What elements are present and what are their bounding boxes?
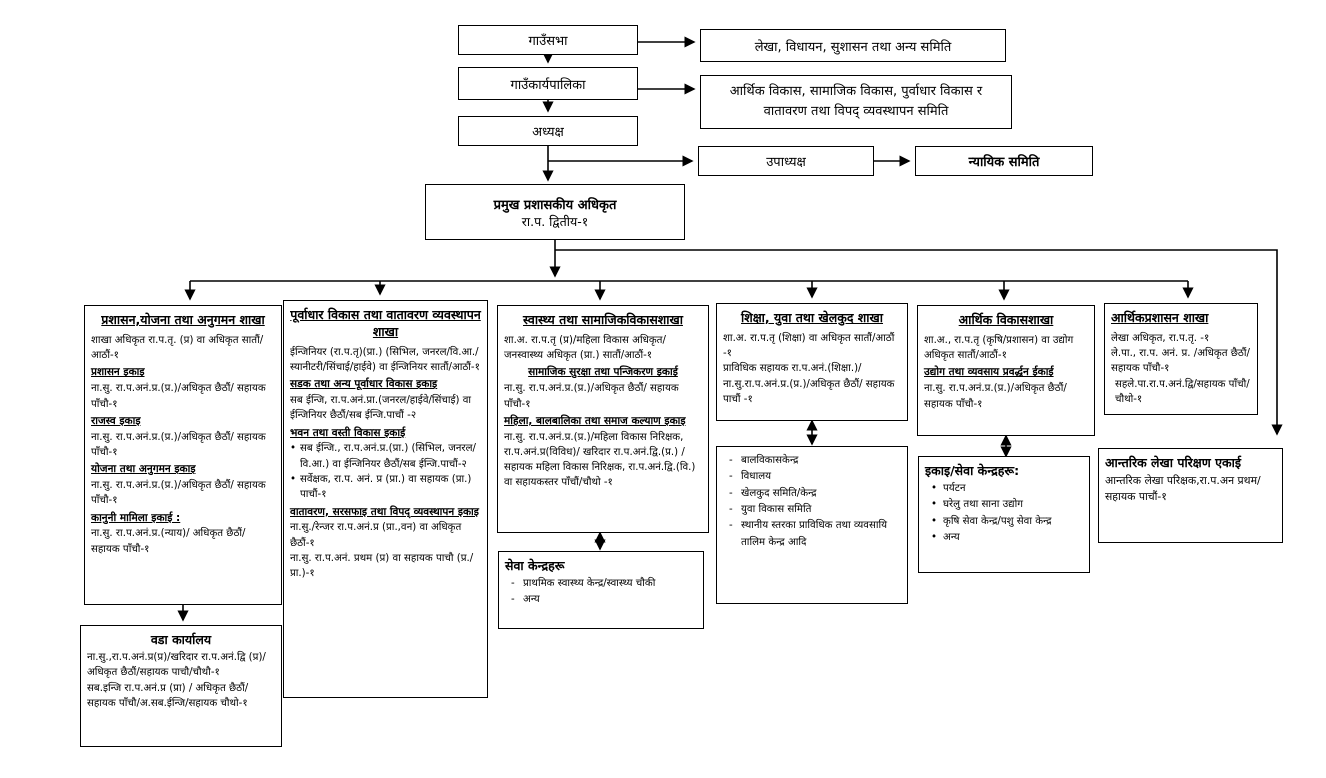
admin-branch-intro: शाखा अधिकृत रा.प.तृ. (प्र) वा अधिकृत सातौं/आठौं-१	[91, 334, 264, 362]
box-upadhyaksha	[698, 146, 874, 176]
box-admin-branch	[84, 305, 282, 605]
plan-monitor-unit-heading: योजना तथा अनुगमन इकाइ	[91, 463, 196, 476]
bikas-samiti-line1: आर्थिक विकास, सामाजिक विकास, पुर्वाधार विकास र	[729, 83, 983, 99]
admin-branch-title: प्रशासन,योजना तथा अनुगमन शाखा	[101, 312, 265, 327]
service-centres-title: सेवा केन्द्रहरू	[505, 558, 565, 573]
admin-unit-staff: ना.सु. रा.प.अनं.प्र.(प्र.)/अधिकृत छैठौं/ सहायक पाँचौ-१	[91, 383, 266, 410]
education-branch-staff-1: शा.अ. रा.प.तृ (शिक्षा) वा अधिकृत सातौं/आठौं -१	[723, 332, 895, 360]
environment-unit-staff-1: ना.सु./रेन्जर रा.प.अनं.प्र (प्रा.,वन) वा अधिकृत छैठौं-१	[290, 522, 462, 549]
road-unit-heading: सडक तथा अन्य पूर्वाधार विकास इकाइ	[290, 378, 438, 391]
internal-audit-title: आन्तरिक लेखा परिक्षण एकाई	[1105, 455, 1242, 470]
box-education-branch	[716, 303, 908, 421]
unit-service-centres-list	[925, 481, 1083, 546]
service-centres-list	[505, 576, 697, 609]
admin-unit-heading: प्रशासन इकाइ	[91, 366, 145, 379]
ward-office-title: वडा कार्यालय	[150, 632, 212, 647]
building-unit-staff-2: • सर्वेक्षक, रा.प. अनं. प्र (प्रा.) वा सहायक (प्रा.) पाचौं-१	[290, 472, 481, 503]
gausabha-label: गाउँसभा	[528, 34, 568, 49]
finance-admin-staff-2: ले.पा., रा.प. अनं. प्र. /अधिकृत छैठौं/ सहायक पाँचौ-१	[1111, 348, 1250, 375]
education-branch-staff-2: प्राविधिक सहायक रा.प.अनं.(शिक्षा.)/ ना.सु.रा.प.अनं.प्र.(प्र.)/अधिकृत छैठौं/ सहायक पाचौं -१	[723, 363, 895, 406]
list-item: - बालविकासकेन्द्र	[729, 453, 901, 469]
revenue-unit-staff: ना.सु. रा.प.अनं.प्र.(प्र.)/अधिकृत छैठौं/ सहायक पाँचौ-१	[91, 431, 266, 458]
box-ward-office	[80, 625, 282, 747]
box-economic-branch	[917, 305, 1095, 436]
women-children-unit-heading: महिला, बालबालिका तथा समाज कल्याण इकाइ	[504, 414, 686, 427]
box-gausabha	[458, 25, 638, 55]
building-unit-staff-1: • सब ईन्जि., रा.प.अनं.प्र.(प्रा.) (सिभिल, जनरल/वि.आ.) वा ईन्जिनियर छैठौं/सब ईन्जि.पाचौं-२	[290, 441, 481, 472]
box-karyapalika	[458, 67, 638, 100]
economic-branch-title: आर्थिक विकासशाखा	[958, 312, 1054, 327]
infra-branch-intro: ईन्जिनियर (रा.प.तृ)(प्रा.) (सिभिल, जनरल/वि.आ./स्यानीटरी/सिंचाई/हाईवे) वा ईन्जिनियर सातौं/आठौं-१	[290, 346, 480, 374]
box-nyayik-samiti	[915, 146, 1093, 176]
ward-office-staff-1: ना.सु.,रा.प.अनं.प्र(प्र)/खरिदार रा.प.अनं.द्वि (प्र)/अधिकृत छैठौं/सहायक पाचौ/चौथौ-१	[87, 652, 266, 679]
adhyaksha-label: अध्यक्ष	[532, 125, 564, 140]
cao-grade: रा.प. द्वितीय-१	[521, 213, 589, 229]
health-branch-intro: शा.अ. रा.प.तृ (प्र)/महिला विकास अधिकृत/ जनस्वास्थ्य अधिकृत (प्रा.) सातौं/आठौं-१	[504, 334, 666, 362]
box-health-branch	[497, 305, 709, 533]
ward-office-staff-2: सब.इन्जि रा.प.अनं.प्र (प्रा) / अधिकृत छैठौं/ सहायक पाँचौ/अ.सब.ईन्जि/सहायक चौथो-१	[87, 682, 249, 709]
infra-branch-title: पूर्वाधार विकास तथा वातावरण व्यवस्थापन शाखा	[290, 307, 481, 339]
cao-title: प्रमुख प्रशासकीय अधिकृत	[493, 197, 617, 213]
finance-admin-staff-3: सहले.पा.रा.प.अनं.द्वि/सहायक पाँचौ/चौथो-१	[1115, 378, 1250, 406]
revenue-unit-heading: राजस्व इकाइ	[91, 414, 141, 427]
list-item: - खेलकुद समिति/केन्द्र	[729, 486, 901, 502]
box-education-centres	[716, 446, 908, 604]
education-branch-title: शिक्षा, युवा तथा खेलकुद शाखा	[740, 310, 884, 325]
box-finance-admin-branch	[1104, 303, 1258, 415]
social-security-unit-heading: सामाजिक सुरक्षा तथा पन्जिकरण इकाई	[528, 366, 678, 379]
building-unit-heading: भवन तथा वस्ती विकास इकाई	[290, 426, 406, 439]
nyayik-samiti-label: न्यायिक समिति	[968, 155, 1040, 170]
legal-unit-heading: कानुनी मामिला इकाई :	[91, 511, 181, 524]
industry-unit-heading: उद्योग तथा व्यवसाय प्रवर्द्धन ईकाई	[924, 366, 1054, 379]
box-lekha-samiti	[700, 29, 1006, 62]
legal-unit-staff: ना.सु. रा.प.अनं.प्र.(न्याय)/ अधिकृत छैठौं/ सहायक पाँचौ-१	[91, 528, 246, 555]
health-branch-title: स्वास्थ्य तथा सामाजिकविकासशाखा	[523, 312, 683, 327]
women-children-unit-staff: ना.सु. रा.प.अनं.प्र.(प्र.)/महिला विकास निरिक्षक, रा.प.अनं.प्र(विविध)/ खरिदार रा.प.अनं.द्वि.(प्र.) /सहायक महिला विकास निरिक्षक, रा.प.अनं.द्वि.(वि.) वा सहायकस्तर पाँचौं/चौथो -१	[504, 431, 696, 489]
finance-admin-staff-1: लेखा अधिकृत, रा.प.तृ. -१	[1111, 332, 1210, 344]
environment-unit-staff-2: ना.सु. रा.प.अनं. प्रथम (प्र) वा सहायक पाचौ (प्र./प्रा.)-१	[290, 552, 474, 580]
list-item: • अन्य	[931, 530, 1083, 546]
box-adhyaksha	[458, 116, 638, 146]
unit-service-centres-title: इकाइ/सेवा केन्द्रहरू:	[925, 463, 1020, 478]
list-item: • घरेलु तथा साना उद्योग	[931, 497, 1083, 513]
environment-unit-heading: वातावरण, सरसफाइ तथा विपद् व्यवस्थापन इकाइ	[290, 505, 479, 518]
lekha-samiti-label: लेखा, विधायन, सुशासन तथा अन्य समिति	[754, 39, 952, 55]
box-bikas-samiti	[700, 75, 1012, 129]
internal-audit-staff: आन्तरिक लेखा परिक्षक,रा.प.अन प्रथम/सहायक पाचौं-१	[1105, 474, 1261, 504]
box-infra-branch	[283, 300, 488, 698]
upadhyaksha-label: उपाध्यक्ष	[766, 155, 806, 170]
finance-admin-title: आर्थिकप्रशासन शाखा	[1111, 310, 1209, 325]
box-service-centres	[498, 551, 704, 629]
list-item: - प्राथमिक स्वास्थ्य केन्द्र/स्वास्थ्य चौकी	[511, 576, 697, 592]
social-security-unit-staff: ना.सु. रा.प.अनं.प्र.(प्र.)/अधिकृत छैठौं/ सहायक पाँचौ-१	[504, 383, 679, 410]
karyapalika-label: गाउँकार्यपालिका	[510, 77, 586, 93]
box-internal-audit	[1098, 448, 1283, 543]
box-unit-service-centres	[918, 456, 1090, 573]
education-centres-list	[723, 453, 901, 551]
list-item: - विधालय	[729, 469, 901, 485]
list-item: - स्थानीय स्तरका प्राविधिक तथा व्यवसायि तालिम केन्द्र आदि	[729, 518, 901, 551]
economic-branch-intro: शा.अ., रा.प.तृ (कृषि/प्रशासन) वा उद्योग अधिकृत सातौं/आठौं-१	[924, 334, 1074, 362]
list-item: • कृषि सेवा केन्द्र/पशु सेवा केन्द्र	[931, 514, 1083, 530]
box-cao	[425, 184, 685, 240]
road-unit-staff: सब ईन्जि, रा.प.अनं.प्रा.(जनरल/हाईवे/सिंचाई) वा ईन्जिनियर छैठौं/सब ईन्जि.पाचौं -२	[290, 395, 472, 422]
list-item: • पर्यटन	[931, 481, 1083, 497]
bikas-samiti-line2: वातावरण तथा विपद् व्यवस्थापन समिति	[763, 104, 949, 119]
industry-unit-staff: ना.सु. रा.प.अनं.प्र.(प्र.)/अधिकृत छैठौं/सहायक पाँचौ-१	[924, 383, 1067, 410]
list-item: - अन्य	[511, 592, 697, 608]
list-item: - युवा विकास समिति	[729, 502, 901, 518]
plan-monitor-unit-staff: ना.सु. रा.प.अनं.प्र.(प्र.)/अधिकृत छैठौं/ सहायक पाँचौ-१	[91, 479, 266, 507]
